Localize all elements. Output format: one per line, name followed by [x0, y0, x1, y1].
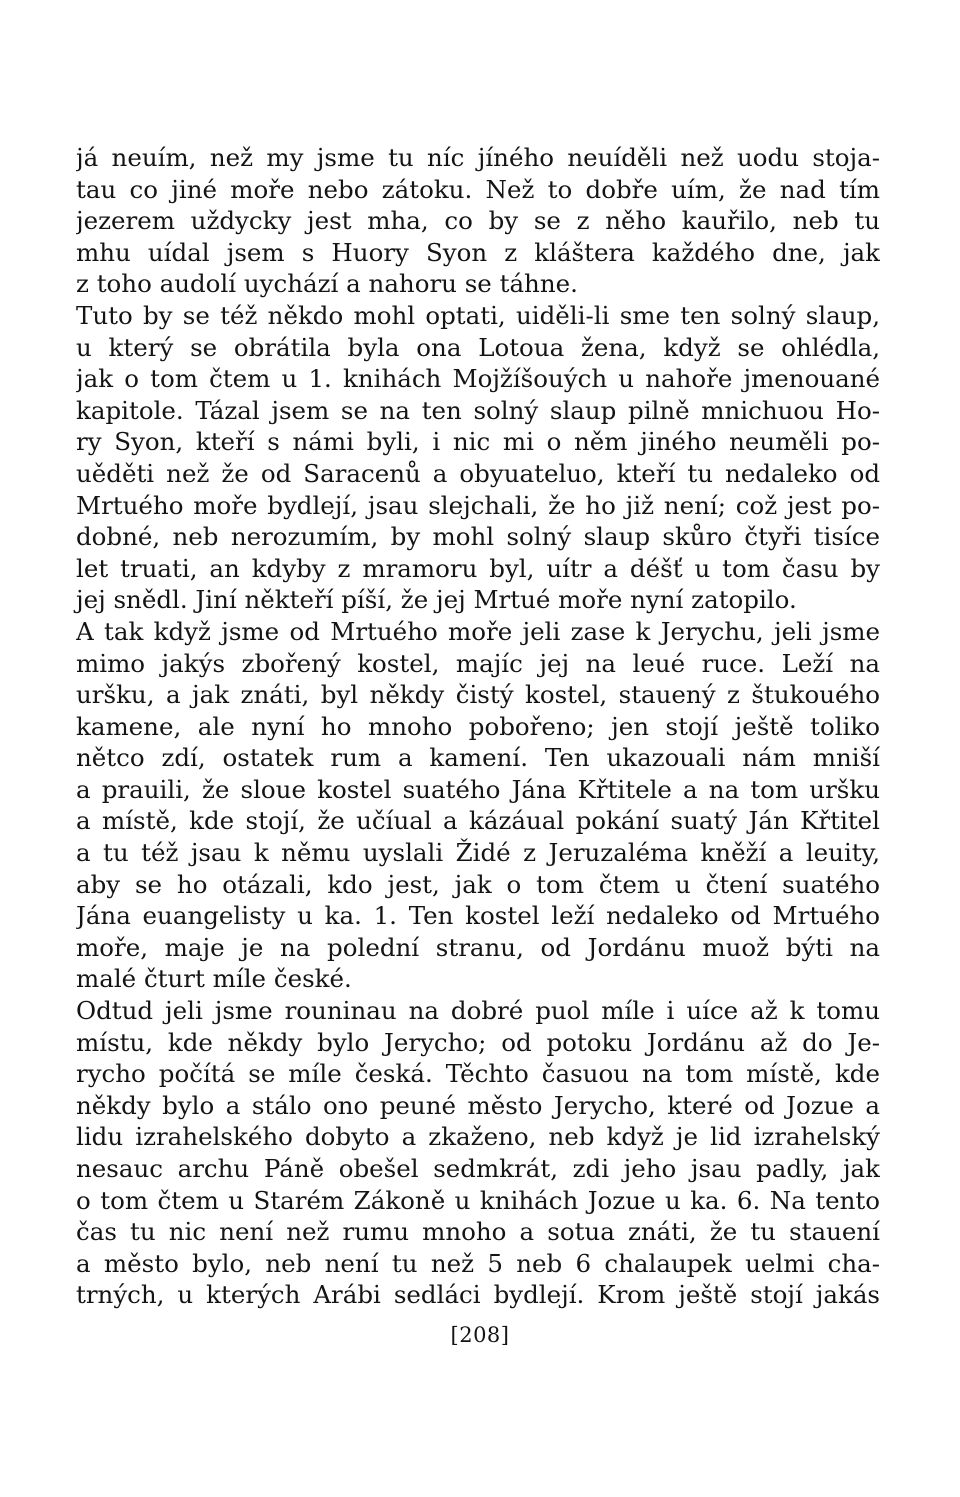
text-line: Odtud jeli jsme rouninau na dobré puol míle i uíce až k tomu [76, 996, 880, 1026]
text-line: Mrtuého moře bydlejí, jsau slejchali, že ho již není; což jest po- [76, 490, 880, 520]
page-number: [208] [450, 1323, 510, 1347]
text-line: jej snědl. Jiní někteří píší, že jej Mrtué moře nyní zatopilo. [76, 585, 797, 615]
text-line: A tak když jsme od Mrtuého moře jeli zase k Jerychu, jeli jsme [76, 616, 880, 646]
paragraph [76, 995, 880, 1311]
text-line: rycho počítá se míle česká. Těchto časuou na tom místě, kde [76, 1059, 880, 1089]
text-line: uršku, a jak znáti, byl někdy čistý kostel, stauený z štukouého [76, 680, 880, 710]
text-line: mhu uídal jsem s Huory Syon z kláštera každého dne, jak [76, 237, 880, 267]
text-line: let truati, an kdyby z mramoru byl, uítr a déšť u tom času by [76, 553, 880, 583]
text-line: tau co jiné moře nebo zátoku. Než to dobře uím, že nad tím [76, 174, 880, 204]
paragraph [76, 300, 880, 616]
text-line: jezerem uždycky jest mha, co by se z něho kauřilo, neb tu [76, 206, 880, 236]
text-line: a město bylo, neb není tu než 5 neb 6 chalaupek uelmi cha- [76, 1248, 880, 1278]
text-line: čas tu nic není než rumu mnoho a sotua znáti, že tu stauení [76, 1217, 880, 1247]
text-line: místu, kde někdy bylo Jerycho; od potoku Jordánu až do Je- [76, 1027, 880, 1057]
text-line: aby se ho otázali, kdo jest, jak o tom čtem u čtení suatého [76, 869, 880, 899]
text-line: a místě, kde stojí, že učíual a kázáual pokání suatý Ján Křtitel [76, 806, 880, 836]
text-line: trných, u kterých Arábi sedláci bydlejí. Krom ještě stojí jakás [76, 1280, 880, 1310]
text-line: mimo jakýs zbořený kostel, majíc jej na leué ruce. Leží na [76, 648, 880, 678]
text-line: a tu též jsau k němu uyslali Židé z Jeruzaléma kněží a leuity, [76, 838, 880, 868]
text-line: a prauili, že sloue kostel suatého Jána Křtitele a na tom uršku [76, 774, 880, 804]
text-line: o tom čtem u Starém Zákoně u knihách Jozue u ka. 6. Na tento [76, 1185, 880, 1215]
text-line: nětco zdí, ostatek rum a kamení. Ten ukazouali nám mniší [76, 743, 880, 773]
text-line: kapitole. Tázal jsem se na ten solný slaup pilně mnichuou Ho- [76, 395, 880, 425]
paragraph [76, 616, 880, 995]
text-line: ry Syon, kteří s námi byli, i nic mi o něm jiného neuměli po- [76, 427, 880, 457]
text-line: já neuím, než my jsme tu níc jíného neuíděli než uodu stoja- [76, 143, 880, 172]
text-line: nesauc archu Páně obešel sedmkrát, zdi jeho jsau padly, jak [76, 1154, 880, 1183]
text-line: jak o tom čtem u 1. knihách Mojžíšouých u nahoře jmenouané [76, 364, 880, 394]
text-line: malé čturt míle české. [76, 964, 352, 994]
text-line: uěděti než že od Saracenů a obyuateluo, kteří tu nedaleko od [76, 458, 880, 488]
paragraph [76, 142, 880, 300]
text-line: u který se obrátila byla ona Lotoua žena, když se ohlédla, [76, 332, 880, 362]
text-line: Jána euangelisty u ka. 1. Ten kostel leží nedaleko od Mrtuého [76, 901, 880, 931]
text-line: Tuto by se též někdo mohl optati, uiděli-li sme ten solný slaup, [76, 300, 880, 330]
text-line: dobné, neb nerozumím, by mohl solný slaup skůro čtyři tisíce [76, 522, 880, 552]
text-line: z toho audolí uychází a nahoru se táhne. [76, 269, 578, 299]
text-line: kamene, ale nyní ho mnoho pobořeno; jen stojí ještě toliko [76, 711, 880, 741]
text-line: lidu izrahelského dobyto a zkaženo, neb když je lid izrahelský [76, 1122, 880, 1152]
text-line: moře, maje je na polední stranu, od Jordánu muož býti na [76, 932, 880, 962]
text-line: někdy bylo a stálo ono peuné město Jerycho, které od Jozue a [76, 1090, 880, 1120]
body-text [76, 142, 880, 1311]
